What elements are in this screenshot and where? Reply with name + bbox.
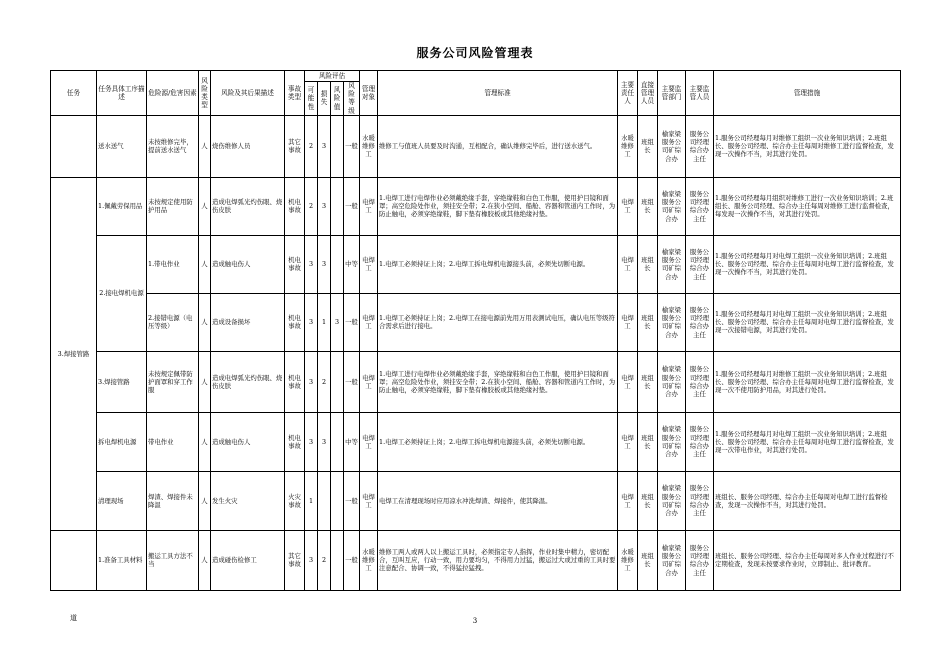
header-value: 风险值 xyxy=(331,82,344,116)
cell-main-person: 服务公司经理综合办主任 xyxy=(686,471,714,530)
cell-loss: 3 xyxy=(318,412,331,471)
cell-measures: 1.服务公司经理每月对维修工组织一次业务知识培训；2.班组长、服务公司经理、综合办主任每周对电焊工进行监督检查，发现一次不使用防护用品，对其进行处罚。 xyxy=(714,351,901,412)
header-standard: 管理标准 xyxy=(378,71,618,116)
cell-main-resp: 电焊工 xyxy=(618,177,638,235)
cell-value xyxy=(331,235,344,293)
cell-main-person: 服务公司经理综合办主任 xyxy=(686,412,714,471)
cell-main-resp: 电焊工 xyxy=(618,412,638,471)
cell-main-dept: 榆家梁服务公司矿综合办 xyxy=(658,293,686,351)
cell-level: 一般 xyxy=(344,351,360,412)
table-row xyxy=(51,530,901,590)
cell-subtask: 拆电焊机电源 xyxy=(97,412,147,471)
cell-accident: 火灾事故 xyxy=(285,471,305,530)
cell-level: 一般 xyxy=(344,177,360,235)
cell-consequence: 造成电焊弧光灼伤眼、烧伤皮肤 xyxy=(211,177,285,235)
header-consequence: 风险及其后果描述 xyxy=(211,71,285,116)
cell-object: 水暖维修工 xyxy=(360,530,378,590)
cell-standard: 维修工两人或两人以上搬运工具时，必须指定专人指挥，作业时集中精力，密切配合，互叫互应，行动一致，用力要均匀，不得用力过猛，搬运过大或过重的工具时要注意配合、协调一致，不得猛拉猛拽。 xyxy=(378,530,618,590)
cell-main-person: 服务公司经理综合办主任 xyxy=(686,293,714,351)
cell-object: 电焊工 xyxy=(360,293,378,351)
header-level: 风险等级 xyxy=(344,82,360,116)
cell-loss: 2 xyxy=(318,530,331,590)
cell-main-person: 服务公司经理综合办主任 xyxy=(686,115,714,177)
cell-type: 人 xyxy=(199,235,211,293)
cell-hazard: 搬运工具方法不当 xyxy=(147,530,199,590)
table-row xyxy=(51,115,901,177)
cell-main-person: 服务公司经理综合办主任 xyxy=(686,235,714,293)
cell-level: 中等 xyxy=(344,235,360,293)
cell-type: 人 xyxy=(199,115,211,177)
cell-main-resp: 水暖维修工 xyxy=(618,115,638,177)
cell-accident: 机电事故 xyxy=(285,177,305,235)
cell-main-dept: 榆家梁服务公司矿综合办 xyxy=(658,530,686,590)
cell-possibility: 3 xyxy=(305,293,318,351)
cell-loss: 3 xyxy=(318,115,331,177)
cell-direct-mgr: 班组长 xyxy=(638,351,658,412)
cell-measures: 班组长、服务公司经理、综合办主任每周对多人作业过程进行不定期检查，发现未按要求作业时，立即制止、批评教育。 xyxy=(714,530,901,590)
cell-accident: 其它事故 xyxy=(285,115,305,177)
cell-type: 人 xyxy=(199,351,211,412)
cell-main-dept: 榆家梁服务公司矿综合办 xyxy=(658,412,686,471)
header-main-dept: 主要监管部门 xyxy=(658,71,686,116)
cell-measures: 1.服务公司经理每月对维修工组织一次业务知识培训；2.班组长、服务公司经理、综合办主任每周对维修工进行监督检查，发现一次操作不当，对其进行处罚。 xyxy=(714,115,901,177)
cell-consequence: 造成触电伤人 xyxy=(211,412,285,471)
header-task: 任务 xyxy=(51,71,97,116)
cell-consequence: 烧伤维修人员 xyxy=(211,115,285,177)
table-row xyxy=(51,412,901,471)
header-possibility: 可能性 xyxy=(305,82,318,116)
table-row xyxy=(51,177,901,235)
header-risk-type: 风险类型 xyxy=(199,71,211,116)
cell-main-dept: 榆家梁服务公司矿综合办 xyxy=(658,351,686,412)
cell-object: 电焊工 xyxy=(360,351,378,412)
table-row xyxy=(51,235,901,293)
cell-main-dept: 榆家梁服务公司矿综合办 xyxy=(658,471,686,530)
cell-main-person: 服务公司经理综合办主任 xyxy=(686,351,714,412)
cell-consequence: 造成电焊弧光灼伤眼、烧伤皮肤 xyxy=(211,351,285,412)
cell-subtask: 清理现场 xyxy=(97,471,147,530)
cell-direct-mgr: 班组长 xyxy=(638,177,658,235)
cell-main-resp: 水暖维修工 xyxy=(618,530,638,590)
cell-value xyxy=(331,351,344,412)
cell-type: 人 xyxy=(199,471,211,530)
cell-type: 人 xyxy=(199,293,211,351)
cell-subtask: 1.佩戴劳保用品 xyxy=(97,177,147,235)
cell-main-person: 服务公司经理综合办主任 xyxy=(686,177,714,235)
cell-main-resp: 电焊工 xyxy=(618,235,638,293)
cell-possibility: 3 xyxy=(305,530,318,590)
cell-task-group: 3.焊接管路 xyxy=(51,177,97,530)
cell-loss: 3 xyxy=(318,235,331,293)
header-object: 管理对象 xyxy=(360,71,378,116)
cell-subtask: 3.焊接管路 xyxy=(97,351,147,412)
cell-object: 电焊工 xyxy=(360,177,378,235)
cell-direct-mgr: 班组长 xyxy=(638,471,658,530)
header-main-resp: 主要责任人 xyxy=(618,71,638,116)
cell-object: 电焊工 xyxy=(360,412,378,471)
cell-type: 人 xyxy=(199,412,211,471)
cell-possibility: 1 xyxy=(305,471,318,530)
header-loss: 损失 xyxy=(318,82,331,116)
table-row xyxy=(51,293,901,351)
cell-accident: 机电事故 xyxy=(285,235,305,293)
header-hazard: 危险源/危害因素 xyxy=(147,71,199,116)
cell-standard: 电焊工在清理现场时应用凉水冲洗焊渣、焊接件，使其降温。 xyxy=(378,471,618,530)
cell-measures: 班组长、服务公司经理、综合办主任每周对电焊工进行监督检查，发现一次操作不当，对其进行处罚。 xyxy=(714,471,901,530)
cell-hazard: 带电作业 xyxy=(147,412,199,471)
cell-possibility: 3 xyxy=(305,351,318,412)
cell-standard: 1.电焊工必须持证上岗；2.电焊工在接电源前先用万用表测试电压，确认电压等级符合需求后进行接电。 xyxy=(378,293,618,351)
cell-measures: 1.服务公司经理每月对电焊工组织一次业务知识培训；2.班组长、服务公司经理、综合办主任每周对电焊工进行监督检查，发现一次操作不当，对其进行处罚。 xyxy=(714,235,901,293)
cell-accident: 机电事故 xyxy=(285,412,305,471)
header-main-person: 主要监管人员 xyxy=(686,71,714,116)
cell-loss: 2 xyxy=(318,351,331,412)
table-row xyxy=(51,471,901,530)
cell-standard: 1.电焊工进行电焊作业必须戴绝缘手套，穿绝缘鞋和白色工作服，使用护目镜和面罩；高空危险处作业，须挂安全带；2.在狭小空间、船舱、容器和管道内工作时，为防止触电，必须穿绝缘鞋，脚下垫有橡胶板或其他绝缘衬垫。 xyxy=(378,177,618,235)
cell-hazard: 未按规定佩带防护面罩和穿工作服 xyxy=(147,351,199,412)
cell-direct-mgr: 班组长 xyxy=(638,412,658,471)
cell-possibility: 2 xyxy=(305,115,318,177)
cell-value xyxy=(331,412,344,471)
cell-object: 水暖维修工 xyxy=(360,115,378,177)
table-row xyxy=(51,351,901,412)
cell-accident: 其它事故 xyxy=(285,530,305,590)
cell-main-dept: 榆家梁服务公司矿综合办 xyxy=(658,177,686,235)
cell-type: 人 xyxy=(199,530,211,590)
header-accident-type: 事故类型 xyxy=(285,71,305,116)
cell-level: 一般 xyxy=(344,530,360,590)
header-row xyxy=(51,71,901,82)
cell-value xyxy=(331,530,344,590)
cell-value: 3 xyxy=(331,293,344,351)
cell-subtask: 送水送气 xyxy=(97,115,147,177)
cell-direct-mgr: 班组长 xyxy=(638,235,658,293)
cell-main-resp: 电焊工 xyxy=(618,351,638,412)
cell-main-person: 服务公司经理综合办主任 xyxy=(686,530,714,590)
cell-main-dept: 榆家梁服务公司矿综合办 xyxy=(658,235,686,293)
cell-measures: 1.服务公司经理每月组织对维修工进行一次业务知识培训；2.班组长、服务公司经理、综合办主任每周对维修工进行监督检查，每发现一次操作不当，对其进行处罚。 xyxy=(714,177,901,235)
cell-standard: 1.电焊工必须持证上岗；2.电焊工拆电焊机电源接头前，必须先切断电源。 xyxy=(378,235,618,293)
cell-object: 电焊工 xyxy=(360,235,378,293)
cell-loss: 3 xyxy=(318,177,331,235)
cell-direct-mgr: 班组长 xyxy=(638,115,658,177)
cell-task xyxy=(51,115,97,177)
cell-task xyxy=(51,530,97,590)
cell-possibility: 2 xyxy=(305,177,318,235)
cell-type: 人 xyxy=(199,177,211,235)
header-subtask: 任务具体工序描述 xyxy=(97,71,147,116)
header-direct-mgr: 直接管理人员 xyxy=(638,71,658,116)
page-title: 服务公司风险管理表 xyxy=(416,46,534,60)
cell-object: 电焊工 xyxy=(360,471,378,530)
cell-measures: 1.服务公司经理每月对电焊工组织一次业务知识培训；2.班组长、服务公司经理、综合办主任每周对电焊工进行监督检查，发现一次接错电源，对其进行处罚。 xyxy=(714,293,901,351)
cell-subtask-group: 2.接电焊机电源 xyxy=(97,235,147,351)
cell-hazard: 2.接错电源（电压等级） xyxy=(147,293,199,351)
cell-main-dept: 榆家梁服务公司矿综合办 xyxy=(658,115,686,177)
cell-measures: 1.服务公司经理每月对电焊工组织一次业务知识培训；2.班组长、服务公司经理、综合办主任每周对电焊工进行监督检查，发现一次带电作业，对其进行处罚。 xyxy=(714,412,901,471)
header-risk-eval: 风险评估 xyxy=(305,71,360,82)
cell-hazard: 未按规定使用防护用品 xyxy=(147,177,199,235)
cell-main-resp: 电焊工 xyxy=(618,471,638,530)
cell-consequence: 造成碰伤检修工 xyxy=(211,530,285,590)
cell-level: 一般 xyxy=(344,471,360,530)
cell-consequence: 发生火灾 xyxy=(211,471,285,530)
cell-level: 一般 xyxy=(344,115,360,177)
cell-consequence: 造成触电伤人 xyxy=(211,235,285,293)
cell-possibility: 3 xyxy=(305,235,318,293)
cell-standard: 维修工与值班人员要及时沟通，互相配合，确认维修完毕后，进行送水送气。 xyxy=(378,115,618,177)
cell-value xyxy=(331,115,344,177)
cell-loss: 1 xyxy=(318,293,331,351)
cell-value xyxy=(331,471,344,530)
cell-hazard: 焊渣、焊接件未降温 xyxy=(147,471,199,530)
cell-direct-mgr: 班组长 xyxy=(638,293,658,351)
cell-accident: 机电事故 xyxy=(285,351,305,412)
page-number: 3 xyxy=(472,617,478,625)
cell-level: 一般 xyxy=(344,293,360,351)
cell-possibility: 3 xyxy=(305,412,318,471)
footer-note: 道 xyxy=(70,614,77,622)
cell-subtask: 1.准备工具材料 xyxy=(97,530,147,590)
cell-level: 中等 xyxy=(344,412,360,471)
cell-standard: 1.电焊工必须持证上岗；2.电焊工拆电焊机电源接头前，必须先切断电源。 xyxy=(378,412,618,471)
cell-consequence: 造成设备损坏 xyxy=(211,293,285,351)
cell-standard: 1.电焊工进行电焊作业必须戴绝缘手套，穿绝缘鞋和白色工作服，使用护目镜和面罩；高空危险处作业，须挂安全带；2.在狭小空间、船舱、容器和管道内工作时，为防止触电，必须穿绝缘鞋，脚下垫有橡胶板或其他绝缘衬垫。 xyxy=(378,351,618,412)
cell-hazard: 1.带电作业 xyxy=(147,235,199,293)
header-measures: 管理措施 xyxy=(714,71,901,116)
cell-direct-mgr: 班组长 xyxy=(638,530,658,590)
risk-management-table xyxy=(50,70,901,591)
cell-main-resp: 电焊工 xyxy=(618,293,638,351)
cell-loss xyxy=(318,471,331,530)
cell-hazard: 未按维修完毕，提前送水送气 xyxy=(147,115,199,177)
cell-accident: 机电事故 xyxy=(285,293,305,351)
cell-value xyxy=(331,177,344,235)
